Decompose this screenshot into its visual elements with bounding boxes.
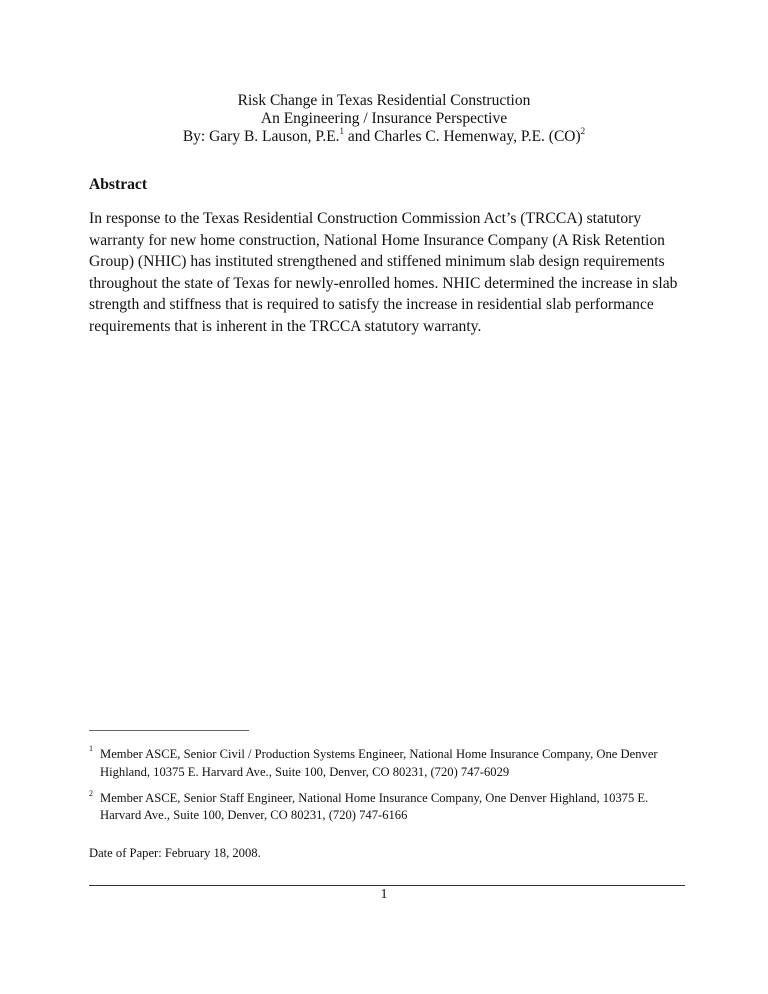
footnote-mark: 1 [89,744,93,753]
paper-title: Risk Change in Texas Residential Construction [237,92,531,109]
abstract-line: strength and stiffness that is required to satisfy the increase in residential slab performance [89,296,654,313]
paper-subtitle: An Engineering / Insurance Perspective [260,110,508,127]
abstract-heading: Abstract [89,176,148,193]
abstract-line: throughout the state of Texas for newly-enrolled homes. NHIC determined the increase in slab [89,274,678,292]
footnote-ref-1: 1 [339,126,345,136]
footnote-mark: 2 [89,789,93,798]
abstract-line: requirements that is inherent in the TRCCA statutory warranty. [89,317,482,335]
footnote-line: Member ASCE, Senior Staff Engineer, National Home Insurance Company, One Denver Highland, 10375 E. [100,791,649,805]
footnote-separator [89,730,249,731]
date-of-paper: Date of Paper: February 18, 2008. [89,846,261,860]
footer-rule [89,885,685,886]
footnote-line: Member ASCE, Senior Civil / Production Systems Engineer, National Home Insurance Company, One Denver [100,747,658,761]
page-number: 1 [380,887,388,902]
footnote-line: Highland, 10375 E. Harvard Ave., Suite 100, Denver, CO 80231, (720) 747-6029 [100,765,510,779]
abstract-line: warranty for new home construction, National Home Insurance Company (A Risk Retention [89,231,665,249]
abstract-line: Group) (NHIC) has instituted strengthened and stiffened minimum slab design requirements [89,253,665,270]
footnote-ref-2: 2 [580,126,586,136]
abstract-line: In response to the Texas Residential Construction Commission Act’s (TRCCA) statutory [89,210,642,227]
footnote-line: Harvard Ave., Suite 100, Denver, CO 80231, (720) 747-6166 [100,808,408,822]
byline-author2: and Charles C. Hemenway, P.E. (CO) [344,128,581,145]
byline-author1: By: Gary B. Lauson, P.E. [182,128,340,145]
byline [0,128,768,146]
